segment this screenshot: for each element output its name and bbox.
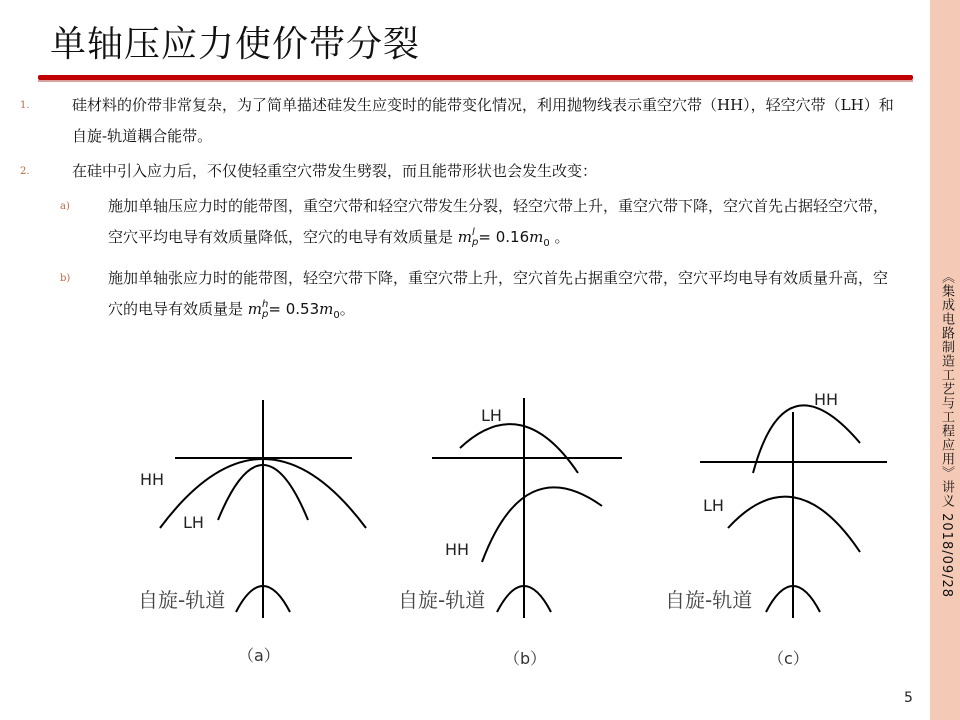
lh-band-b [460, 424, 578, 473]
label-lh-a: LH [183, 513, 204, 532]
sublist-text: 施加单轴压应力时的能带图，重空穴带和轻空穴带发生分裂，轻空穴带上升，重空穴带下降，空穴首先占据轻空穴带，空穴平均电导有效质量降低，空穴的电导有效质量是 [108, 197, 889, 246]
effective-mass-formula-light: m l p = $0.16m_0$ [457, 226, 550, 249]
list-number: 1. [20, 100, 30, 111]
list-number: 2. [20, 166, 30, 177]
sublist-letter: a) [60, 201, 70, 212]
sublist-text: 施加单轴张应力时的能带图，轻空穴带下降，重空穴带上升，空穴首先占据重空穴带，空穴平均电导有效质量升高，空穴的电导有效质量是 [108, 269, 889, 318]
diagram-a [160, 400, 366, 618]
caption-b: （b） [504, 649, 547, 668]
label-lh-c: LH [703, 496, 724, 515]
diagram-c [700, 405, 887, 618]
page-title: 单轴压应力使价带分裂 [50, 24, 421, 65]
list-text: 硅材料的价带非常复杂，为了简单描述硅发生应变时的能带变化情况，利用抛物线表示重空穴带（HH），轻空穴带（LH）和自旋-轨道耦合能带。 [72, 96, 894, 145]
page-number: 5 [904, 690, 913, 706]
caption-c: （c） [768, 649, 809, 668]
list-text: 在硅中引入应力后，不仅使轻重空穴带发生劈裂，而且能带形状也会发生改变： [72, 162, 598, 180]
label-so-c: 自旋-轨道 [665, 588, 753, 612]
effective-mass-formula-heavy: m h p = $0.53m_0$ [247, 298, 340, 321]
label-so-a: 自旋-轨道 [138, 588, 226, 612]
sublist-letter: b) [60, 273, 71, 284]
sidebar-caption: 《集成电路制造工艺与工程应用》讲义 2018/09/28 [939, 270, 954, 599]
sublist-item-a: a) 施加单轴压应力时的能带图，重空穴带和轻空穴带发生分裂，轻空穴带上升，重空穴带下降，空穴首先占据轻空穴带，空穴平均电导有效质量降低，空穴的电导有效质量是 m l p = $0.16m_0$ 。 [20, 191, 900, 259]
diagram-b [432, 398, 622, 618]
hh-band-b [482, 487, 602, 562]
label-hh-c: HH [814, 390, 839, 409]
sidebar-band [930, 0, 960, 720]
label-so-b: 自旋-轨道 [398, 588, 486, 612]
sublist-item-b: b) 施加单轴张应力时的能带图，轻空穴带下降，重空穴带上升，空穴首先占据重空穴带，空穴平均电导有效质量升高，空穴的电导有效质量是 m h p = $0.53m_0$。 [20, 263, 900, 331]
label-hh-a: HH [140, 470, 165, 489]
label-hh-b: HH [445, 540, 470, 559]
label-lh-b: LH [481, 406, 502, 425]
caption-a: （a） [238, 646, 280, 665]
